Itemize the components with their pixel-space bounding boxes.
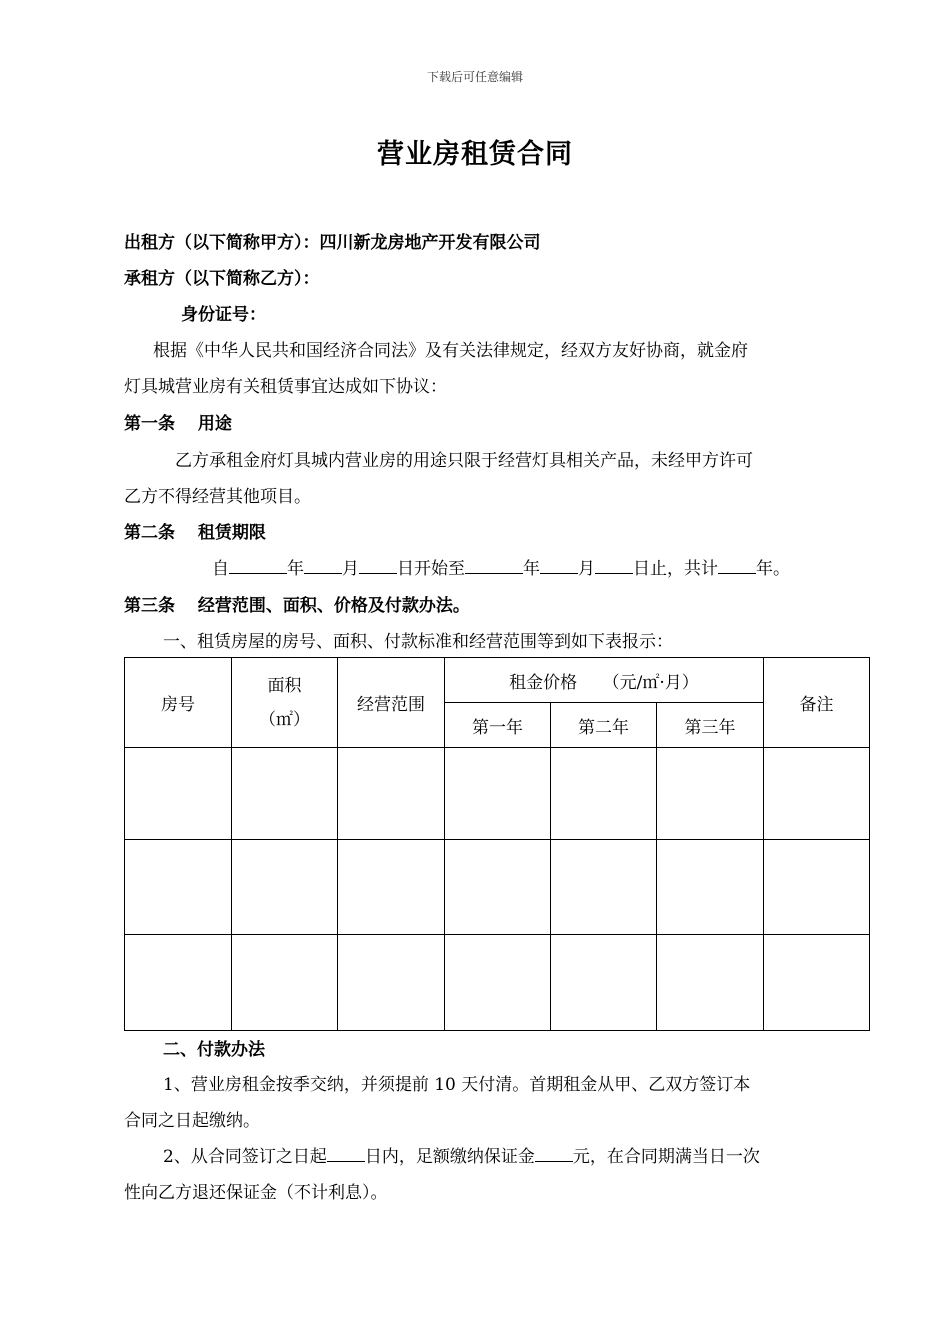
article3-heading: 第三条 经营范围、面积、价格及付款办法。 — [124, 596, 470, 616]
table-cell — [445, 935, 551, 1031]
article1-line-2: 乙方不得经营其他项目。 — [124, 487, 311, 507]
table-cell — [125, 748, 232, 840]
table-cell — [764, 935, 870, 1031]
lessor-value: 四川新龙房地产开发有限公司 — [319, 233, 541, 253]
header-year-3: 第三年 — [657, 703, 764, 748]
payment-heading: 二、付款办法 — [163, 1040, 265, 1060]
blank-deposit-amount — [535, 1145, 573, 1162]
lease-term-line: 自 年 月 日开始至 年 月 日止，共计 年。 — [212, 559, 790, 579]
table-cell — [125, 840, 232, 935]
payment-1-line-1: 1、营业房租金按季交纳，并须提前 10 天付清。首期租金从甲、乙双方签订本 — [163, 1075, 751, 1095]
article2-heading: 第二条 租赁期限 — [124, 523, 266, 543]
table-row — [125, 748, 870, 840]
blank-deposit-days — [327, 1145, 365, 1162]
lease-table — [124, 657, 870, 1031]
payment-2-line-2: 性向乙方退还保证金（不计利息）。 — [124, 1183, 388, 1203]
table-cell — [338, 840, 445, 935]
blank-end-day — [595, 557, 633, 574]
header-room: 房号 — [125, 658, 232, 748]
header-scope: 经营范围 — [338, 658, 445, 748]
table-cell — [657, 748, 764, 840]
document-title: 营业房租赁合同 — [377, 139, 573, 170]
table-cell — [338, 748, 445, 840]
blank-end-month — [540, 557, 578, 574]
intro-line-2: 灯具城营业房有关租赁事宜达成如下协议： — [124, 377, 447, 397]
id-number-label: 身份证号： — [181, 305, 266, 325]
table-cell — [764, 840, 870, 935]
payment-1-line-2: 合同之日起缴纳。 — [124, 1111, 260, 1131]
table-cell — [657, 935, 764, 1031]
header-area: 面积 （㎡） — [232, 658, 338, 748]
lessee-line: 承租方（以下简称乙方）： — [124, 269, 320, 289]
table-cell — [232, 840, 338, 935]
header-note: 备注 — [764, 658, 870, 748]
article1-heading: 第一条 用途 — [124, 414, 232, 434]
table-cell — [445, 840, 551, 935]
table-cell — [232, 748, 338, 840]
table-cell — [551, 935, 657, 1031]
blank-end-year — [465, 557, 523, 574]
article3-sub1: 一、租赁房屋的房号、面积、付款标准和经营范围等到如下表报示： — [163, 632, 673, 652]
table-row — [125, 935, 870, 1031]
table-cell — [445, 748, 551, 840]
header-note: 下载后可任意编辑 — [426, 70, 523, 84]
table-cell — [551, 840, 657, 935]
table-cell — [125, 935, 232, 1031]
table-cell — [338, 935, 445, 1031]
table-row — [125, 840, 870, 935]
article1-line-1: 乙方承租金府灯具城内营业房的用途只限于经营灯具相关产品，未经甲方许可 — [175, 451, 753, 471]
lessor-label: 出租方（以下简称甲方）： — [124, 233, 320, 253]
blank-start-month — [304, 557, 342, 574]
header-year-1: 第一年 — [445, 703, 551, 748]
header-year-2: 第二年 — [551, 703, 657, 748]
blank-total-years — [718, 557, 756, 574]
header-rent-price: 租金价格 （元/㎡·月） — [445, 658, 764, 703]
payment-2-line-1: 2、从合同签订之日起 日内，足额缴纳保证金 元，在合同期满当日一次 — [163, 1147, 760, 1167]
blank-start-year — [229, 557, 287, 574]
table-cell — [764, 748, 870, 840]
intro-line-1: 根据《中华人民共和国经济合同法》及有关法律规定，经双方友好协商，就金府 — [153, 341, 748, 361]
blank-start-day — [359, 557, 397, 574]
lessor-line — [124, 228, 541, 253]
table-cell — [232, 935, 338, 1031]
table-cell — [551, 748, 657, 840]
table-cell — [657, 840, 764, 935]
